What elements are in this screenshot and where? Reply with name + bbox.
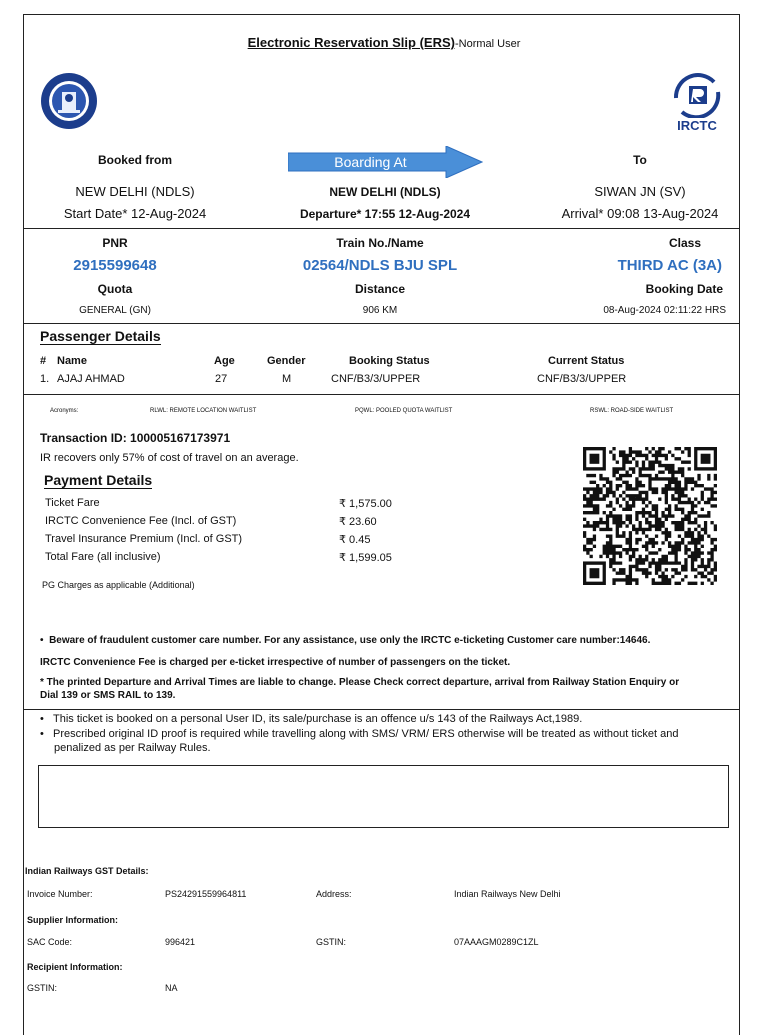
recipient-gstin-label: GSTIN: — [27, 983, 58, 993]
recipient-gstin-value: NA — [165, 983, 178, 993]
timing-notice: * The printed Departure and Arrival Times are liable to change. Please Check correct departure, arrival from Railway Station Enquiry or Dial 139 or SMS RAIL to 139. — [40, 677, 680, 701]
supplier-title: Supplier Information: — [27, 915, 118, 925]
booking-date-value: 08-Aug-2024 02:11:22 HRS — [603, 305, 726, 316]
sac-label: SAC Code: — [27, 937, 73, 947]
gstin-value: 07AAAGM0289C1ZL — [454, 937, 539, 947]
col-header-gender: Gender — [267, 355, 306, 367]
passenger-name: AJAJ AHMAD — [57, 373, 125, 385]
class-label: Class — [668, 236, 701, 250]
boarding-arrow — [288, 146, 483, 178]
pnr-label: PNR — [102, 236, 128, 250]
start-date: Start Date* 12-Aug-2024 — [63, 206, 207, 221]
booking-date-label: Booking Date — [645, 282, 723, 296]
quota-value: GENERAL (GN) — [79, 305, 151, 316]
passenger-booking-status: CNF/B3/3/UPPER — [331, 373, 421, 385]
from-station: NEW DELHI (NDLS) — [75, 184, 195, 199]
personal-id-notice: • This ticket is booked on a personal User ID, its sale/purchase is an offence u/s 143 of the Railways Act,1989. — [40, 713, 583, 725]
gst-title: Indian Railways GST Details: — [25, 866, 149, 876]
qr-code — [583, 447, 717, 585]
acronyms-label: Acronyms: — [50, 408, 79, 414]
divider — [23, 323, 740, 324]
irctc-logo-text: IRCTC — [677, 118, 717, 133]
booked-from-label: Booked from — [97, 153, 172, 167]
indian-railways-logo — [40, 72, 98, 130]
distance-value: 906 KM — [362, 305, 398, 316]
passenger-details-title: Passenger Details — [40, 328, 161, 344]
address-value: Indian Railways New Delhi — [454, 889, 561, 899]
fare-amount: ₹ 1,575.00 — [339, 498, 392, 510]
recipient-title: Recipient Information: — [27, 962, 123, 972]
ers-title: Electronic Reservation Slip (ERS) — [247, 35, 455, 50]
payment-details-title: Payment Details — [44, 472, 153, 488]
col-header-num: # — [40, 355, 47, 367]
total-fare-amount: ₹ 1,599.05 — [339, 552, 392, 564]
gstin-label: GSTIN: — [316, 937, 347, 947]
acronym-rlwl: RLWL: REMOTE LOCATION WAITLIST — [150, 408, 257, 414]
train-label: Train No./Name — [336, 236, 424, 250]
id-proof-notice: • Prescribed original ID proof is required while travelling along with SMS/ VRM/ ERS otherwise will be treated as without ticket and penalized as per Railway Rules. — [40, 728, 679, 754]
to-label: To — [633, 153, 647, 167]
blank-box — [38, 765, 729, 828]
col-header-booking-status: Booking Status — [349, 355, 430, 367]
fare-label: Ticket Fare — [45, 497, 100, 509]
address-label: Address: — [316, 889, 352, 899]
passenger-num: 1. — [40, 373, 50, 385]
divider — [23, 228, 740, 229]
irctc-logo — [664, 72, 730, 136]
col-header-name: Name — [57, 355, 87, 367]
pg-charges-note: PG Charges as applicable (Additional) — [42, 580, 195, 590]
travel-class: THIRD AC (3A) — [617, 257, 722, 274]
passenger-gender: M — [282, 373, 292, 385]
divider — [23, 394, 740, 395]
ers-title-suffix: -Normal User — [454, 38, 521, 50]
col-header-current-status: Current Status — [548, 355, 625, 367]
sac-value: 996421 — [165, 937, 196, 947]
passenger-current-status: CNF/B3/3/UPPER — [537, 373, 627, 385]
recovery-note: IR recovers only 57% of cost of travel on an average. — [40, 452, 299, 464]
acronym-rswl: RSWL: ROAD-SIDE WAITLIST — [590, 408, 674, 414]
departure-time: Departure* 17:55 12-Aug-2024 — [299, 207, 471, 221]
insurance-label: Travel Insurance Premium (Incl. of GST) — [45, 533, 243, 545]
boarding-station: NEW DELHI (NDLS) — [329, 185, 441, 199]
insurance-amount: ₹ 0.45 — [339, 534, 371, 546]
passenger-age: 27 — [215, 373, 228, 385]
total-fare-label: Total Fare (all inclusive) — [45, 551, 161, 563]
to-station: SIWAN JN (SV) — [594, 184, 686, 199]
distance-label: Distance — [354, 282, 406, 296]
pnr-number: 2915599648 — [73, 257, 157, 274]
convenience-fee-notice: IRCTC Convenience Fee is charged per e-ticket irrespective of number of passengers on the ticket. — [40, 657, 511, 668]
divider — [23, 709, 740, 710]
boarding-at-label: Boarding At — [334, 154, 407, 170]
convenience-fee-amount: ₹ 23.60 — [339, 516, 377, 528]
acronym-pqwl: PQWL: POOLED QUOTA WAITLIST — [355, 408, 453, 414]
fraud-notice: • Beware of fraudulent customer care number. For any assistance, use only the IRCTC e-ticketing Customer care number:14646. — [40, 635, 651, 646]
invoice-number: PS24291559964811 — [165, 889, 247, 899]
page-title — [0, 35, 768, 50]
train-number-name: 02564/NDLS BJU SPL — [302, 257, 458, 274]
transaction-id: Transaction ID: 100005167173971 — [40, 431, 231, 445]
col-header-age: Age — [214, 355, 235, 367]
arrival-time: Arrival* 09:08 13-Aug-2024 — [561, 206, 719, 221]
convenience-fee-label: IRCTC Convenience Fee (Incl. of GST) — [45, 515, 237, 527]
quota-label: Quota — [97, 282, 133, 296]
invoice-label: Invoice Number: — [27, 889, 93, 899]
